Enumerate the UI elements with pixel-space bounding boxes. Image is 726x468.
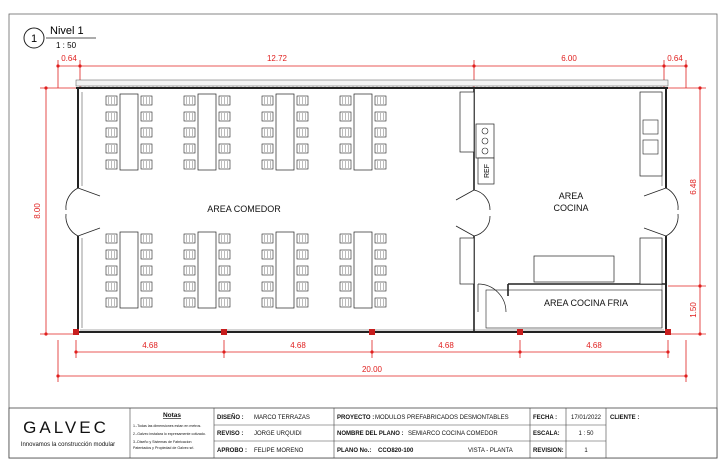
chair: [375, 144, 386, 153]
chair: [219, 160, 230, 169]
chair: [262, 266, 273, 275]
nombre-value: SEMIARCO COCINA COMEDOR: [408, 431, 498, 437]
chair: [106, 282, 117, 291]
plano-label: PLANO No.:: [337, 448, 372, 454]
dining-table: [120, 94, 138, 170]
escala-label: ESCALA:: [533, 431, 560, 437]
chair: [297, 298, 308, 307]
dim-top-4: 0.64: [667, 54, 683, 63]
chair: [219, 234, 230, 243]
chair: [340, 160, 351, 169]
chair: [340, 250, 351, 259]
revision-value: 1: [584, 448, 588, 454]
room-cocina-line2: COCINA: [553, 203, 589, 213]
chair: [262, 250, 273, 259]
chair: [184, 250, 195, 259]
chair: [219, 128, 230, 137]
chair: [184, 266, 195, 275]
chair: [184, 298, 195, 307]
kitchen-counter-right-lower: [640, 238, 662, 284]
cold-kitchen-door-swing: [478, 284, 506, 312]
note-1: 1.-Todas las dimensiones estan en metros.: [133, 424, 202, 428]
chair: [340, 234, 351, 243]
chair: [340, 144, 351, 153]
diseno-value: MARCO TERRAZAS: [254, 415, 310, 421]
brand-tagline: Innovamos la construcción modular: [20, 442, 116, 448]
dining-tables: [106, 94, 386, 308]
chair: [141, 112, 152, 121]
chair: [375, 160, 386, 169]
reviso-value: JORGE URQUIDI: [254, 431, 302, 437]
kitchen-counter-lower: [460, 238, 474, 284]
chair: [297, 144, 308, 153]
view-title: Nivel 1: [50, 25, 84, 37]
aprobo-value: FELIPE MORENO: [254, 448, 304, 454]
chair: [106, 234, 117, 243]
view-number: 1: [30, 33, 38, 45]
chair: [262, 96, 273, 105]
proyecto-value: MODULOS PREFABRICADOS DESMONTABLES: [375, 415, 509, 421]
chair: [184, 128, 195, 137]
dim-total: 20.00: [361, 365, 383, 374]
chair: [184, 234, 195, 243]
kitchen-island: [534, 256, 614, 282]
chair: [141, 250, 152, 259]
dining-table: [354, 94, 372, 170]
plano-value: CCO820-100: [378, 448, 414, 454]
chair: [106, 144, 117, 153]
note-2: 2.-Galvec instalara lo expresamente cotizado.: [133, 432, 206, 436]
chair: [106, 160, 117, 169]
chair: [219, 266, 230, 275]
room-cocina-fria: AREA COCINA FRIA: [543, 298, 629, 308]
notes-title: Notas: [162, 412, 182, 419]
dim-right-upper: 6.48: [689, 179, 698, 195]
chair: [219, 144, 230, 153]
aprobo-label: APROBO :: [217, 448, 247, 454]
chair: [262, 298, 273, 307]
chair: [375, 282, 386, 291]
dim-bottom-3: 4.68: [438, 341, 454, 350]
chair: [219, 298, 230, 307]
ref-label: REF: [484, 164, 491, 178]
fecha-label: FECHA :: [533, 415, 558, 421]
chair: [340, 112, 351, 121]
chair: [297, 112, 308, 121]
chair: [340, 128, 351, 137]
chair: [297, 266, 308, 275]
chair: [219, 112, 230, 121]
chair: [141, 234, 152, 243]
chair: [297, 234, 308, 243]
dim-bottom-4: 4.68: [586, 341, 602, 350]
brand-logo: GALVEC: [23, 418, 109, 437]
right-door: [644, 188, 678, 236]
chair: [106, 266, 117, 275]
view-scale: 1 : 50: [56, 41, 77, 50]
dim-top-3: 6.00: [561, 54, 577, 63]
view-header: [24, 25, 96, 50]
revision-label: REVISION:: [533, 448, 564, 454]
chair: [262, 234, 273, 243]
chair: [141, 298, 152, 307]
title-block: [9, 408, 717, 458]
chair: [141, 144, 152, 153]
room-comedor: AREA COMEDOR: [207, 204, 281, 214]
cliente-label: CLIENTE :: [610, 415, 640, 421]
chair: [106, 250, 117, 259]
chair: [375, 128, 386, 137]
chair: [106, 96, 117, 105]
dim-top-1: 0.64: [61, 54, 77, 63]
chair: [262, 112, 273, 121]
dim-bottom-1: 4.68: [142, 341, 158, 350]
dim-bottom-2: 4.68: [290, 341, 306, 350]
chair: [219, 250, 230, 259]
kitchen-door: [456, 190, 490, 236]
dim-right-lower: 1.50: [689, 302, 698, 318]
chair: [297, 128, 308, 137]
chair: [141, 160, 152, 169]
dining-table: [354, 232, 372, 308]
chair: [297, 160, 308, 169]
chair: [184, 160, 195, 169]
chair: [184, 282, 195, 291]
dining-table: [276, 94, 294, 170]
reviso-label: REVISO :: [217, 431, 244, 437]
chair: [141, 128, 152, 137]
chair: [219, 282, 230, 291]
chair: [106, 128, 117, 137]
dining-table: [120, 232, 138, 308]
chair: [375, 298, 386, 307]
chair: [297, 96, 308, 105]
chair: [141, 266, 152, 275]
chair: [184, 112, 195, 121]
nombre-label: NOMBRE DEL PLANO :: [337, 431, 404, 437]
diseno-label: DISEÑO :: [217, 415, 244, 421]
roof-strip: [76, 80, 668, 86]
chair: [375, 112, 386, 121]
chair: [219, 96, 230, 105]
stove: [476, 124, 494, 158]
chair: [340, 298, 351, 307]
chair: [141, 282, 152, 291]
kitchen-counter-left: [460, 92, 474, 152]
dining-table: [198, 94, 216, 170]
escala-value: 1 : 50: [578, 431, 594, 437]
proyecto-label: PROYECTO :: [337, 415, 375, 421]
cold-counter: [486, 290, 662, 328]
dining-table: [276, 232, 294, 308]
dim-top-2: 12.72: [266, 54, 288, 63]
chair: [262, 128, 273, 137]
dim-left: 8.00: [33, 203, 42, 219]
chair: [106, 112, 117, 121]
chair: [375, 266, 386, 275]
chair: [184, 144, 195, 153]
note-3: 3.-Diseño y Sistemas de Fabricacion: [133, 440, 192, 444]
chair: [375, 234, 386, 243]
dining-table: [198, 232, 216, 308]
chair: [141, 96, 152, 105]
chair: [262, 144, 273, 153]
chair: [375, 96, 386, 105]
chair: [262, 282, 273, 291]
chair: [340, 282, 351, 291]
chair: [184, 96, 195, 105]
fecha-value: 17/01/2022: [570, 415, 602, 421]
chair: [375, 250, 386, 259]
chair: [297, 282, 308, 291]
chair: [340, 266, 351, 275]
vista-value: VISTA - PLANTA: [468, 448, 513, 454]
chair: [106, 298, 117, 307]
note-4: Patentados y Propiedad de Galvec srl.: [133, 446, 195, 450]
chair: [340, 96, 351, 105]
chair: [297, 250, 308, 259]
left-door: [66, 188, 100, 236]
room-cocina-line1: AREA: [558, 191, 584, 201]
chair: [262, 160, 273, 169]
